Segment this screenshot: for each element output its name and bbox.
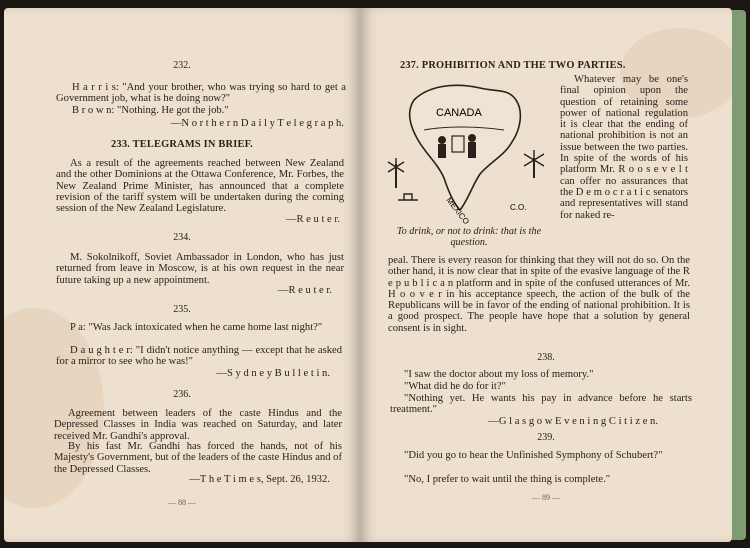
- section-232-line-2: B r o w n: "Nothing. He got the job.": [72, 105, 229, 116]
- section-233-heading: 233. TELEGRAMS IN BRIEF.: [111, 139, 253, 150]
- section-237-heading: 237. PROHIBITION AND THE TWO PARTIES.: [400, 60, 626, 71]
- section-233-body: As a result of the agreements reached between New Zealand and the other Dominions at the Ottawa Conference, Mr. Forbes, the New Zealand Prime Minister, has announced that a complete revision of the tariff system will be undertaken during the coming session of the New Zealand Legislature.: [56, 158, 344, 215]
- section-235-line-1: P a: "Was Jack intoxicated when he came home last night?": [70, 322, 323, 333]
- cartoon-caption: To drink, or not to drink: that is the question.: [396, 226, 542, 248]
- section-232-line-1: H a r r i s: "And your brother, who was trying so hard to get a Government job, what is he doing now?": [56, 82, 346, 105]
- book-cover-edge: [732, 10, 746, 540]
- section-238-line-2: "What did he do for it?": [404, 381, 506, 392]
- north-america-outline: [410, 85, 521, 210]
- section-234-body: M. Sokolnikoff, Soviet Ambassador in London, who has just returned from leave in Moscow, is at his own request in the near future taking up a new appointment.: [56, 252, 344, 286]
- section-233-source: —R e u t e r.: [285, 214, 340, 225]
- section-235-source: —S y d n e y B u l l e t i n.: [216, 368, 330, 379]
- right-page: [360, 8, 732, 542]
- section-239-line-2: "No, I prefer to wait until the thing is complete.": [404, 474, 611, 485]
- section-238-number: 238.: [537, 352, 555, 363]
- section-236-number: 236.: [173, 389, 191, 400]
- section-232-number: 232.: [173, 60, 191, 71]
- left-page: [4, 8, 360, 542]
- section-237-column-text: Whatever may be one's final opinion upon the question of retaining some power of national regulation it is clear that the ending of national prohibition is not an issue between the two parties. In spite of the words of his platform Mr. R o o s e v e l t can offer no assurances that the D e m o c r a t i c senators and representatives will stand for naked re-: [560, 74, 688, 221]
- palm-tree-icon: [388, 158, 404, 188]
- section-235-line-2: D a u g h t e r: "I didn't notice anything — except that he asked for a mirror to see who he was!": [56, 345, 342, 368]
- bottle-icon: [398, 194, 418, 200]
- section-238-line-3: "Nothing yet. He wants his pay in advance before he starts treatment.": [390, 393, 692, 416]
- map-label-mexico: MEXICO: [444, 195, 471, 226]
- section-236-paragraph-1: Agreement between leaders of the caste Hindus and the Depressed Classes in India was reached on Saturday, and later received Mr. Gandhi's approval.: [54, 408, 342, 442]
- page-number-right: — 89 —: [532, 493, 560, 502]
- section-236-source: —T h e T i m e s, Sept. 26, 1932.: [189, 474, 330, 485]
- section-236-paragraph-2: By his fast Mr. Gandhi has forced the hands, not of his Majesty's Government, but of the leaders of the caste Hindus and of the Depressed Classes.: [54, 441, 342, 475]
- section-235-number: 235.: [173, 304, 191, 315]
- palm-tree-icon: [524, 150, 544, 178]
- page-number-left: — 88 —: [168, 498, 196, 507]
- section-234-number: 234.: [173, 232, 191, 243]
- section-239-number: 239.: [537, 432, 555, 443]
- section-234-source: —R e u t e r.: [277, 285, 332, 296]
- section-238-source: —G l a s g o w E v e n i n g C i t i z e n.: [488, 416, 658, 427]
- map-label-canada: CANADA: [436, 107, 482, 119]
- section-239-line-1: "Did you go to hear the Unfinished Symphony of Schubert?": [404, 450, 663, 461]
- map-label-co: C.O.: [510, 203, 527, 212]
- section-238-line-1: "I saw the doctor about my loss of memory.": [404, 369, 594, 380]
- section-232-source: —N o r t h e r n D a i l y T e l e g r a p h.: [170, 118, 344, 129]
- section-237-full-text: peal. There is every reason for thinking that they will not do so. On the other hand, it is now clear that in spite of the evasive language of the R e p u b l i c a n platform and in spite of the confused utterances of Mr. H o o v e r in his acceptance speech, the action of the bulk of the Republicans will be in favor of the ending of national prohibition. It is a good prospect. The people have hope that a solution by general consent is in sight.: [388, 255, 690, 334]
- prohibition-cartoon-map: [384, 78, 560, 226]
